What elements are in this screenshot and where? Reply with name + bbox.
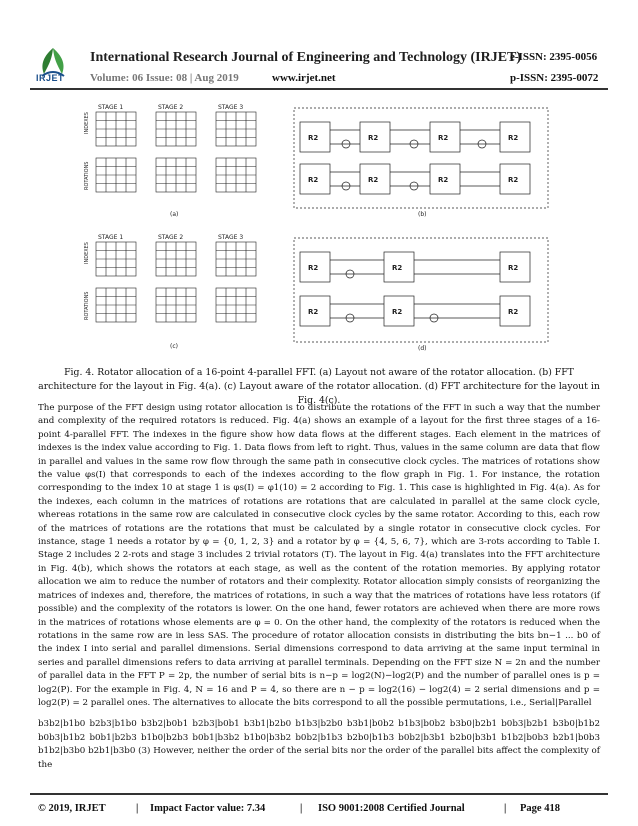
panel-b-architecture	[294, 108, 548, 208]
svg-text:R2: R2	[508, 264, 519, 272]
panel-label-b: (b)	[418, 211, 427, 218]
paragraph-2: b3b2|b1b0 b2b3|b1b0 b3b2|b0b1 b2b3|b0b1 b3b1|b2b0 b1b3|b2b0 b3b1|b0b2 b1b3|b0b2 b3b0|b2b1 b0b3|b2b1 b3b0|b1b2 b0b3|b1b2 b0b1|b2b3 b1b0|b2b3 b0b1|b3b2 b1b0|b3b2 b0b2|b1b3 b2b0|b1b3 b0b2|b3b1 b2b0|b3b1 b1b2|b0b3 b2b1|b0b3 b1b2|b3b0 b2b1|b3b0 (3) However, neither the order of the serial bits nor the order of the parallel bits affect the complexity of the	[38, 719, 600, 770]
volume-info: Volume: 06 Issue: 08 | Aug 2019	[90, 72, 239, 84]
svg-text:R2: R2	[438, 134, 449, 142]
svg-text:R2: R2	[508, 176, 519, 184]
svg-text:R2: R2	[308, 308, 319, 316]
header-rule	[30, 88, 608, 90]
svg-text:R2: R2	[508, 134, 519, 142]
footer-copyright: © 2019, IRJET	[38, 803, 106, 814]
panel-label-a: (a)	[170, 211, 179, 218]
body-text	[38, 402, 600, 780]
svg-text:R2: R2	[392, 264, 403, 272]
logo-text: IRJET	[36, 73, 65, 83]
svg-text:INDEXES: INDEXES	[84, 112, 90, 134]
svg-text:ROTATIONS: ROTATIONS	[84, 291, 90, 320]
footer-iso: ISO 9001:2008 Certified Journal	[318, 803, 465, 814]
stage-label-a1: STAGE 1	[98, 104, 124, 111]
footer-impact-factor: Impact Factor value: 7.34	[150, 803, 266, 814]
footer-separator: |	[504, 803, 507, 814]
footer-separator: |	[300, 803, 303, 814]
panel-d-architecture	[294, 238, 548, 342]
svg-text:STAGE 3: STAGE 3	[218, 234, 244, 241]
panel-label-d: (d)	[418, 345, 427, 352]
figure-4-graphic	[84, 98, 554, 356]
r2-block: R2	[308, 134, 319, 142]
svg-text:R2: R2	[438, 176, 449, 184]
svg-text:R2: R2	[308, 176, 319, 184]
svg-text:R2: R2	[368, 134, 379, 142]
stage-label-a2: STAGE 2	[158, 104, 184, 111]
paragraph-1: The purpose of the FFT design using rotator allocation is to distribute the rotations of the FFT in such a way that the number and complexity of the required rotators is reduced. Fig. 4(a) shows an example of a layout for the first three stages of a 16-point 4-parallel FFT. The indexes in the figure show how data flows at the different stages. Each element in the matrices of indexes is the index value according to Fig. 1. Data flows from left to right. Thus, values in the same column are data that flow in parallel and values in the same row flow through the same path in consecutive clock cycles. The matrices of rotations show the value φs(I) that corresponds to each of the indexes according to the flow graph in Fig. 1. For instance, the rotation corresponding to the index 10 at stage 1 is φs(I) = φ1(10) = 2 according to Fig. 1. This case is highlighted in Fig. 4(a). As for the indexes, each column in the matrices of rotations are rotations that are calculated in parallel at the same clock cycle, whereas rotations in the same row are calculated in consecutive clock cycles by the same rotator. According to this, each row of the matrices of rotations are the rotations that must be calculated by a single rotator in consecutive clock cycles. For instance, stage 1 needs a rotator by φ = {0, 1, 2, 3} and a rotator by φ = {4, 5, 6, 7}, which are 3-rots according to Table I. Stage 2 includes 2 2-rots and stage 3 includes 2 trivial rotators (T). The layout in Fig. 4(a) translates into the FFT architecture in Fig. 4(b), which shows the rotators at each stage, as well as the content of the rotation memories. By applying rotator allocation we aim to reduce the number of rotators and their complexity. Rotator allocation simply consists of reorganizing the matrices of indexes and, therefore, the matrices of rotations, in such a way that the matrices of rotations have less rotators (if possible) and the complexity of the rotators is lower. On the one hand, fewer rotators are achieved when there are more rows in the matrices of rotations whose elements are φ = 0. On the other hand, the complexity of the rotators is reduced when the rotations in the same row are in less SAS. The procedure of rotator allocation consists in distributing the bits bn−1 ... b0 of the index I into serial and parallel dimensions. Serial dimensions correspond to data arriving at the same input terminal in series and parallel dimensions refers to data arriving at parallel terminals. Depending on the FFT size N = 2n and the number of parallel data in the FFT P = 2p, the number of serial bits is n−p = log2(N)−log2(P) and the number of parallel ones is p = log2(P). For the example in Fig. 4, N = 16 and P = 4, so there are n − p = log2(16) − log2(4) = 2 serial dimensions and p = log2(P) = 2 parallel ones. The alternatives to allocate the bits correspond to all the possible permutations, i.e., Serial|Parallel	[38, 403, 600, 708]
footer-page-number: Page 418	[520, 803, 560, 814]
svg-text:STAGE 1: STAGE 1	[98, 234, 124, 241]
svg-text:R2: R2	[508, 308, 519, 316]
page-header	[0, 0, 638, 92]
svg-text:R2: R2	[308, 264, 319, 272]
svg-text:R2: R2	[392, 308, 403, 316]
svg-text:STAGE 2: STAGE 2	[158, 234, 184, 241]
stage-label-a3: STAGE 3	[218, 104, 244, 111]
pissn: p-ISSN: 2395-0072	[510, 72, 599, 84]
eissn: e-ISSN: 2395-0056	[510, 51, 598, 63]
footer-rule	[30, 793, 608, 795]
journal-title: International Research Journal of Engineering and Technology (IRJET)	[90, 50, 522, 65]
footer-separator: |	[136, 803, 139, 814]
website-link[interactable]: www.irjet.net	[272, 72, 336, 84]
panel-label-c: (c)	[170, 343, 178, 350]
svg-text:INDEXES: INDEXES	[84, 242, 90, 264]
panel-a-layout	[96, 112, 256, 192]
svg-text:ROTATIONS: ROTATIONS	[84, 161, 90, 190]
svg-text:R2: R2	[368, 176, 379, 184]
figure-4	[84, 98, 554, 356]
panel-c-layout	[96, 242, 256, 322]
figure-caption: Fig. 4. Rotator allocation of a 16-point 4-parallel FFT. (a) Layout not aware of the rotator allocation. (b) FFT architecture for the layout in Fig. 4(a). (c) Layout aware of the rotator allocation. (d) FFT architecture for the layout in Fig. 4(c).	[38, 367, 600, 406]
